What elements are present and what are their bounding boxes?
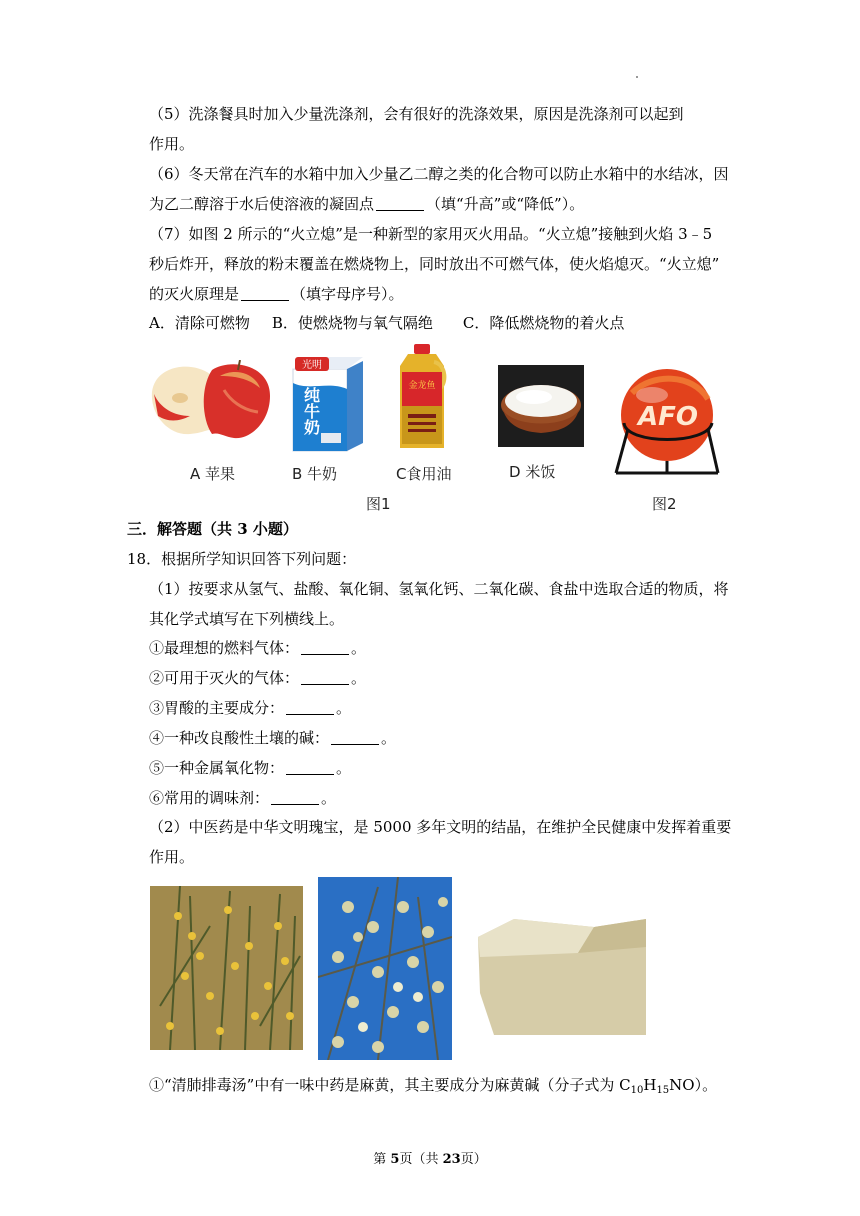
- answer-blank: [241, 286, 289, 301]
- caption-apple: A 苹果: [190, 465, 236, 483]
- item-end: 。: [351, 639, 367, 657]
- answer-blank: [331, 730, 379, 745]
- formula-end: NO）。: [669, 1076, 718, 1094]
- item-end: 。: [336, 699, 352, 717]
- q17-part7-line3: [149, 284, 404, 304]
- q18-stem: 18．根据所学知识回答下列问题：: [127, 550, 357, 568]
- item-end: 。: [336, 759, 352, 777]
- item-text: “清肺排毒汤”中有一味中药是麻黄，其主要成分为麻黄碱（分子式为 C: [164, 1076, 631, 1094]
- formula-h: H: [643, 1076, 657, 1094]
- ephedra-plant-image: [150, 886, 303, 1050]
- q18-item-3: [149, 698, 351, 718]
- option-b: B．使燃烧物与氧气隔绝: [271, 314, 433, 332]
- apple-image: [150, 360, 272, 440]
- page-footer: [0, 1148, 860, 1167]
- q17-part7-line1: （7）如图 2 所示的“火立熄”是一种新型的家用灭火用品。“火立熄”接触到火焰 3﹣5: [149, 225, 713, 243]
- section-heading: [127, 519, 298, 539]
- answer-blank: [286, 700, 334, 715]
- caption-oil: C食用油: [396, 465, 452, 483]
- item-number: ①: [149, 1076, 165, 1094]
- item-number: ④: [149, 729, 165, 747]
- q17-part7-line2: 秒后炸开，释放的粉末覆盖在燃烧物上，同时放出不可燃气体，使火焰熄灭。“火立熄”: [149, 255, 720, 273]
- formula-subscript-h: 15: [656, 1085, 670, 1096]
- milk-carton-image: [289, 351, 367, 455]
- formula-subscript-c: 10: [630, 1085, 644, 1096]
- q18-item-2: [149, 668, 366, 688]
- item-number: ③: [149, 699, 165, 717]
- q17-options: [149, 313, 624, 333]
- item-number: ⑤: [149, 759, 165, 777]
- q17-part6-text: 为乙二醇溶于水后使溶液的凝固点: [149, 195, 375, 213]
- q18-part1-line2: 其化学式填写在下列横线上。: [149, 610, 345, 628]
- q18-part2-item-1: [149, 1075, 717, 1101]
- section-heading-pre: 三．解答题（共: [127, 520, 238, 538]
- q18-part2-line2: 作用。: [149, 848, 195, 866]
- option-a: A．清除可燃物: [149, 314, 250, 332]
- answer-blank: [271, 790, 319, 805]
- item-number: ①: [149, 639, 165, 657]
- item-text: 胃酸的主要成分：: [164, 699, 285, 717]
- oil-brand-text: 金龙鱼: [408, 381, 436, 391]
- q17-part7-text: 的灭火原理是: [149, 285, 240, 303]
- item-end: 。: [321, 789, 337, 807]
- option-c: C．降低燃烧物的着火点: [462, 314, 625, 332]
- item-end: 。: [381, 729, 397, 747]
- q17-part6-line1: （6）冬天常在汽车的水箱中加入少量乙二醇之类的化合物可以防止水箱中的水结冰，因: [149, 165, 729, 183]
- footer-pre: 第: [373, 1152, 391, 1167]
- milk-label-text: 纯牛奶: [301, 387, 321, 435]
- q18-item-6: [149, 788, 336, 808]
- figure-2-caption: 图2: [652, 495, 677, 513]
- page-number: 5: [390, 1152, 400, 1167]
- q17-part7-hint: （填字母序号）。: [291, 285, 404, 303]
- rice-bowl-image: [498, 365, 584, 447]
- item-text: 一种金属氧化物：: [164, 759, 285, 777]
- q17-part6-line2: [149, 194, 584, 214]
- q18-item-1: [149, 638, 366, 658]
- gypsum-block-image: [474, 897, 648, 1037]
- figure-1-caption: 图1: [366, 495, 391, 513]
- caption-milk: B 牛奶: [292, 465, 338, 483]
- wormwood-plant-image: [318, 877, 452, 1060]
- fire-extinguisher-ball-image: [612, 365, 724, 480]
- q18-part1-line1: （1）按要求从氢气、盐酸、氧化铜、氢氧化钙、二氧化碳、食盐中选取合适的物质，将: [149, 580, 729, 598]
- footer-post: 页）: [460, 1152, 487, 1167]
- q17-part5-line2: 作用。: [149, 135, 195, 153]
- milk-brand-text: 光明: [302, 360, 322, 371]
- answer-blank: [286, 760, 334, 775]
- page-total: 23: [442, 1152, 461, 1167]
- q18-item-5: [149, 758, 351, 778]
- item-text: 一种改良酸性土壤的碱：: [164, 729, 330, 747]
- item-text: 最理想的燃料气体：: [164, 639, 300, 657]
- item-number: ②: [149, 669, 165, 687]
- section-heading-count: 3: [237, 520, 248, 538]
- scan-dot: [636, 76, 638, 78]
- caption-rice: D 米饭: [509, 463, 556, 481]
- item-number: ⑥: [149, 789, 165, 807]
- ball-brand-text: AFO: [638, 402, 698, 432]
- answer-blank: [301, 640, 349, 655]
- q18-part2-line1: （2）中医药是中华文明瑰宝，是 5000 多年文明的结晶，在维护全民健康中发挥着重要: [149, 818, 732, 836]
- q17-part6-hint: （填“升高”或“降低”）。: [426, 195, 585, 213]
- item-end: 。: [351, 669, 367, 687]
- footer-mid: 页（共: [399, 1152, 443, 1167]
- answer-blank: [301, 670, 349, 685]
- cooking-oil-bottle-image: [394, 344, 452, 454]
- item-text: 常用的调味剂：: [164, 789, 270, 807]
- item-text: 可用于灭火的气体：: [164, 669, 300, 687]
- q18-item-4: [149, 728, 396, 748]
- section-heading-post: 小题）: [247, 520, 298, 538]
- answer-blank: [376, 196, 424, 211]
- q17-part5-line1: （5）洗涤餐具时加入少量洗涤剂，会有很好的洗涤效果，原因是洗涤剂可以起到: [149, 105, 684, 123]
